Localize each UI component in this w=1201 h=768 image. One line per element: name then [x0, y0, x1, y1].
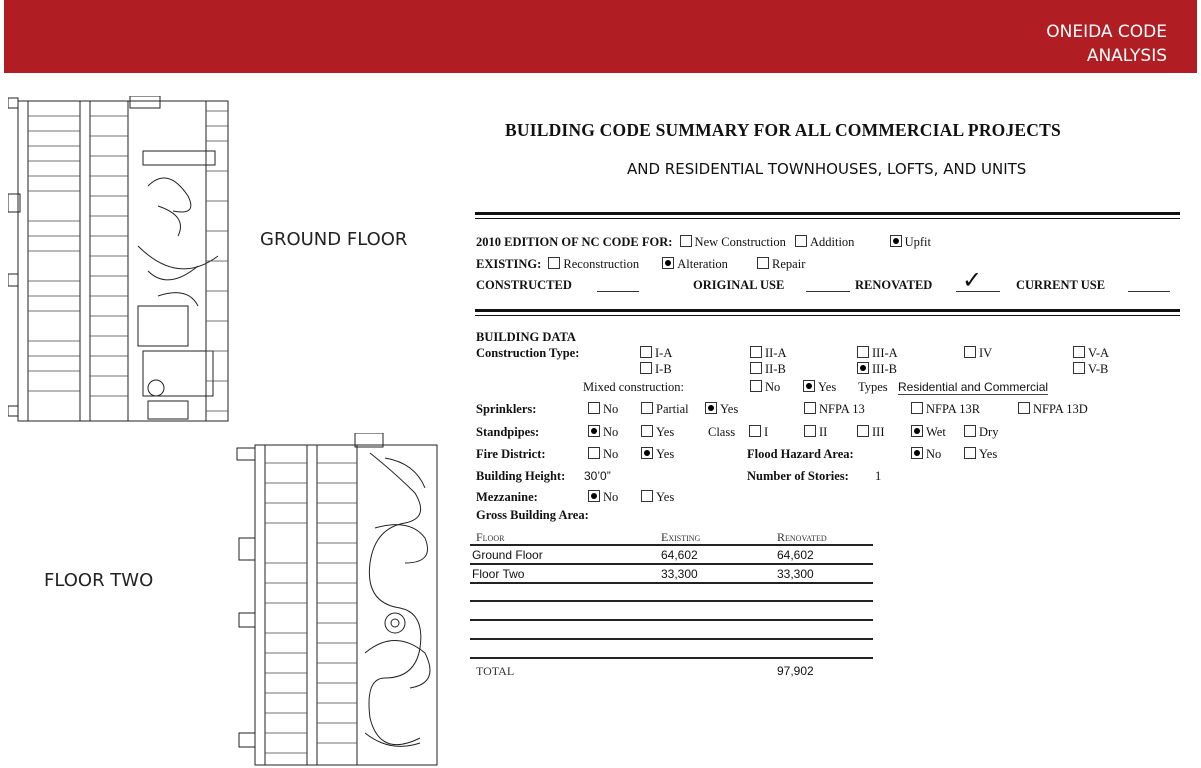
row-1-existing: 64,602 — [661, 548, 698, 562]
flood-yes-label: Yes — [979, 447, 998, 461]
wet-option[interactable] — [911, 425, 946, 439]
flood-no-label: No — [926, 447, 942, 461]
type-iiia-label: III-A — [872, 346, 898, 360]
nfpa13r-label: NFPA 13R — [926, 402, 981, 416]
mezzanine-label: Mezzanine: — [476, 490, 538, 504]
sprinklers-no-label: No — [603, 402, 619, 416]
alteration-label: Alteration — [677, 257, 728, 271]
building-height-value: 30’0” — [584, 469, 611, 483]
dry-checkbox[interactable] — [964, 425, 976, 437]
type-vb-option[interactable] — [1073, 362, 1108, 376]
building-height-label: Building Height: — [476, 469, 566, 483]
summary-subtitle: AND RESIDENTIAL TOWNHOUSES, LOFTS, AND UNITS — [627, 160, 1027, 178]
type-ib-label: I-B — [655, 362, 672, 376]
original-use-label: ORIGINAL USE — [693, 278, 785, 292]
current-use-label: CURRENT USE — [1016, 278, 1106, 292]
total-value: 97,902 — [777, 664, 814, 678]
sprinklers-label: Sprinklers: — [476, 402, 537, 416]
class-iii-checkbox[interactable] — [857, 425, 869, 437]
nfpa13d-checkbox[interactable] — [1018, 402, 1030, 414]
flood-yes-option[interactable] — [964, 447, 997, 461]
type-iv-option[interactable] — [964, 346, 992, 360]
nfpa13r-checkbox[interactable] — [911, 402, 923, 414]
nfpa13d-option[interactable] — [1018, 402, 1088, 416]
upfit-checkbox[interactable] — [890, 235, 902, 247]
type-iia-label: II-A — [765, 346, 787, 360]
addition-checkbox[interactable] — [795, 235, 807, 247]
class-iii-option[interactable] — [857, 425, 885, 439]
sprinklers-partial-label: Partial — [656, 402, 689, 416]
type-iiib-checkbox[interactable] — [857, 362, 869, 374]
floor-two-label: FLOOR TWO — [44, 570, 154, 591]
table-line-2 — [470, 563, 873, 565]
fire-district-no-label: No — [603, 447, 619, 461]
standpipes-no-option[interactable] — [588, 425, 618, 439]
dry-label: Dry — [979, 425, 999, 439]
flood-hazard-label: Flood Hazard Area: — [747, 447, 854, 461]
edition-label: 2010 EDITION OF NC CODE FOR: — [476, 235, 673, 249]
header-bar — [4, 0, 1197, 73]
constructed-label: CONSTRUCTED — [476, 278, 572, 292]
mixed-yes-option[interactable] — [803, 380, 836, 394]
existing-row — [476, 257, 805, 271]
nfpa13-checkbox[interactable] — [804, 402, 816, 414]
type-iv-checkbox[interactable] — [964, 346, 976, 358]
flood-yes-checkbox[interactable] — [964, 447, 976, 459]
floor-two-plan — [235, 433, 445, 768]
types-value: Residential and Commercial — [898, 380, 1049, 394]
standpipes-yes-option[interactable] — [641, 425, 674, 439]
ground-floor-plan — [8, 96, 240, 431]
type-va-checkbox[interactable] — [1073, 346, 1085, 358]
table-line-4 — [470, 600, 873, 602]
type-vb-label: V-B — [1088, 362, 1109, 376]
types-label: Types — [858, 380, 888, 394]
type-iiia-checkbox[interactable] — [857, 346, 869, 358]
wet-label: Wet — [926, 425, 946, 439]
table-line-7 — [470, 657, 873, 659]
type-iia-option[interactable] — [750, 346, 787, 360]
class-i-option[interactable] — [749, 425, 768, 439]
wet-checkbox[interactable] — [911, 425, 923, 437]
title-line-2: ANALYSIS — [1086, 46, 1167, 66]
mezzanine-yes-checkbox[interactable] — [641, 490, 653, 502]
nfpa13r-option[interactable] — [911, 402, 980, 416]
class-ii-checkbox[interactable] — [804, 425, 816, 437]
addition-label: Addition — [809, 235, 855, 249]
class-ii-option[interactable] — [804, 425, 827, 439]
repair-label: Repair — [772, 257, 806, 271]
type-iib-checkbox[interactable] — [750, 362, 762, 374]
sprinklers-no-checkbox[interactable] — [588, 402, 600, 414]
building-data-heading: BUILDING DATA — [476, 330, 576, 344]
new-construction-label: New Construction — [694, 235, 786, 249]
existing-label: EXISTING: — [476, 257, 542, 271]
sprinklers-partial-checkbox[interactable] — [641, 402, 653, 414]
mezzanine-yes-option[interactable] — [641, 490, 674, 504]
mixed-no-checkbox[interactable] — [750, 380, 762, 392]
mixed-construction-label: Mixed construction: — [583, 380, 685, 394]
class-i-label: I — [764, 425, 769, 439]
number-of-stories-value: 1 — [875, 469, 882, 483]
type-iiib-label: III-B — [872, 362, 897, 376]
title-line-1: ONEIDA CODE — [1046, 22, 1167, 42]
sprinklers-yes-checkbox[interactable] — [705, 402, 717, 414]
fire-district-yes-option[interactable] — [641, 447, 674, 461]
type-ia-label: I-A — [655, 346, 673, 360]
constructed-field[interactable] — [597, 282, 639, 292]
type-iib-option[interactable] — [750, 362, 786, 376]
current-use-field[interactable] — [1128, 282, 1170, 292]
type-iiib-option[interactable] — [857, 362, 897, 376]
type-ib-checkbox[interactable] — [640, 362, 652, 374]
renovated-check-icon: ✓ — [962, 266, 983, 294]
renovated-label: RENOVATED — [855, 278, 933, 292]
sprinklers-yes-label: Yes — [720, 402, 739, 416]
fire-district-label: Fire District: — [476, 447, 546, 461]
ground-floor-label: GROUND FLOOR — [260, 229, 408, 250]
fire-district-no-checkbox[interactable] — [588, 447, 600, 459]
table-line-5 — [470, 619, 873, 621]
type-ia-option[interactable] — [640, 346, 672, 360]
reconstruction-checkbox[interactable] — [548, 257, 560, 269]
summary-title: BUILDING CODE SUMMARY FOR ALL COMMERCIAL PROJECTS — [505, 120, 1061, 140]
top-rule — [475, 212, 1180, 215]
row-2-renovated: 33,300 — [777, 567, 814, 581]
upfit-label: Upfit — [904, 235, 931, 249]
dry-option[interactable] — [964, 425, 998, 439]
type-va-option[interactable] — [1073, 346, 1109, 360]
mixed-no-label: No — [765, 380, 781, 394]
standpipes-yes-label: Yes — [656, 425, 675, 439]
standpipes-no-checkbox[interactable] — [588, 425, 600, 437]
row-2-existing: 33,300 — [661, 567, 698, 581]
class-iii-label: III — [872, 425, 885, 439]
type-vb-checkbox[interactable] — [1073, 362, 1085, 374]
table-line-6 — [470, 638, 873, 640]
nfpa13d-label: NFPA 13D — [1033, 402, 1088, 416]
mid-rule-thin — [475, 315, 1180, 316]
col-header-existing: Existing — [661, 530, 701, 544]
mezzanine-yes-label: Yes — [656, 490, 675, 504]
row-2-floor: Floor Two — [472, 567, 525, 581]
mid-rule — [475, 309, 1180, 312]
fire-district-no-option[interactable] — [588, 447, 618, 461]
flood-no-checkbox[interactable] — [911, 447, 923, 459]
fire-district-yes-label: Yes — [656, 447, 675, 461]
type-ia-checkbox[interactable] — [640, 346, 652, 358]
page-title — [1046, 20, 1167, 68]
class-i-checkbox[interactable] — [749, 425, 761, 437]
mixed-no-option[interactable] — [750, 380, 780, 394]
col-header-renovated: Renovated — [777, 530, 827, 544]
row-1-floor: Ground Floor — [472, 548, 543, 562]
total-label: TOTAL — [476, 664, 515, 678]
nfpa13-label: NFPA 13 — [819, 402, 865, 416]
sprinklers-partial-option[interactable] — [641, 402, 689, 416]
sprinklers-yes-option[interactable] — [705, 402, 738, 416]
sprinklers-no-option[interactable] — [588, 402, 618, 416]
gross-area-label: Gross Building Area: — [476, 508, 589, 522]
type-ib-option[interactable] — [640, 362, 672, 376]
type-iia-checkbox[interactable] — [750, 346, 762, 358]
table-line-1 — [470, 544, 873, 546]
repair-checkbox[interactable] — [757, 257, 769, 269]
number-of-stories-label: Number of Stories: — [747, 469, 849, 483]
mixed-yes-checkbox[interactable] — [803, 380, 815, 392]
new-construction-checkbox[interactable] — [680, 235, 692, 247]
nfpa13-option[interactable] — [804, 402, 865, 416]
flood-no-option[interactable] — [911, 447, 941, 461]
mezzanine-no-label: No — [603, 490, 619, 504]
class-label: Class — [708, 425, 736, 439]
standpipes-label: Standpipes: — [476, 425, 540, 439]
row-1-renovated: 64,602 — [777, 548, 814, 562]
original-use-field[interactable] — [806, 282, 850, 292]
class-ii-label: II — [819, 425, 828, 439]
standpipes-no-label: No — [603, 425, 619, 439]
fire-district-yes-checkbox[interactable] — [641, 447, 653, 459]
reconstruction-label: Reconstruction — [563, 257, 640, 271]
edition-row — [476, 235, 931, 249]
alteration-checkbox[interactable] — [662, 257, 674, 269]
mezzanine-no-option[interactable] — [588, 490, 618, 504]
col-header-floor: Floor — [476, 530, 505, 544]
top-rule-thin — [475, 218, 1180, 219]
type-iv-label: IV — [979, 346, 993, 360]
standpipes-yes-checkbox[interactable] — [641, 425, 653, 437]
construction-type-label: Construction Type: — [476, 346, 580, 360]
table-line-3 — [470, 582, 873, 584]
mezzanine-no-checkbox[interactable] — [588, 490, 600, 502]
type-iiia-option[interactable] — [857, 346, 898, 360]
mixed-yes-label: Yes — [818, 380, 837, 394]
type-iib-label: II-B — [765, 362, 786, 376]
type-va-label: V-A — [1088, 346, 1110, 360]
